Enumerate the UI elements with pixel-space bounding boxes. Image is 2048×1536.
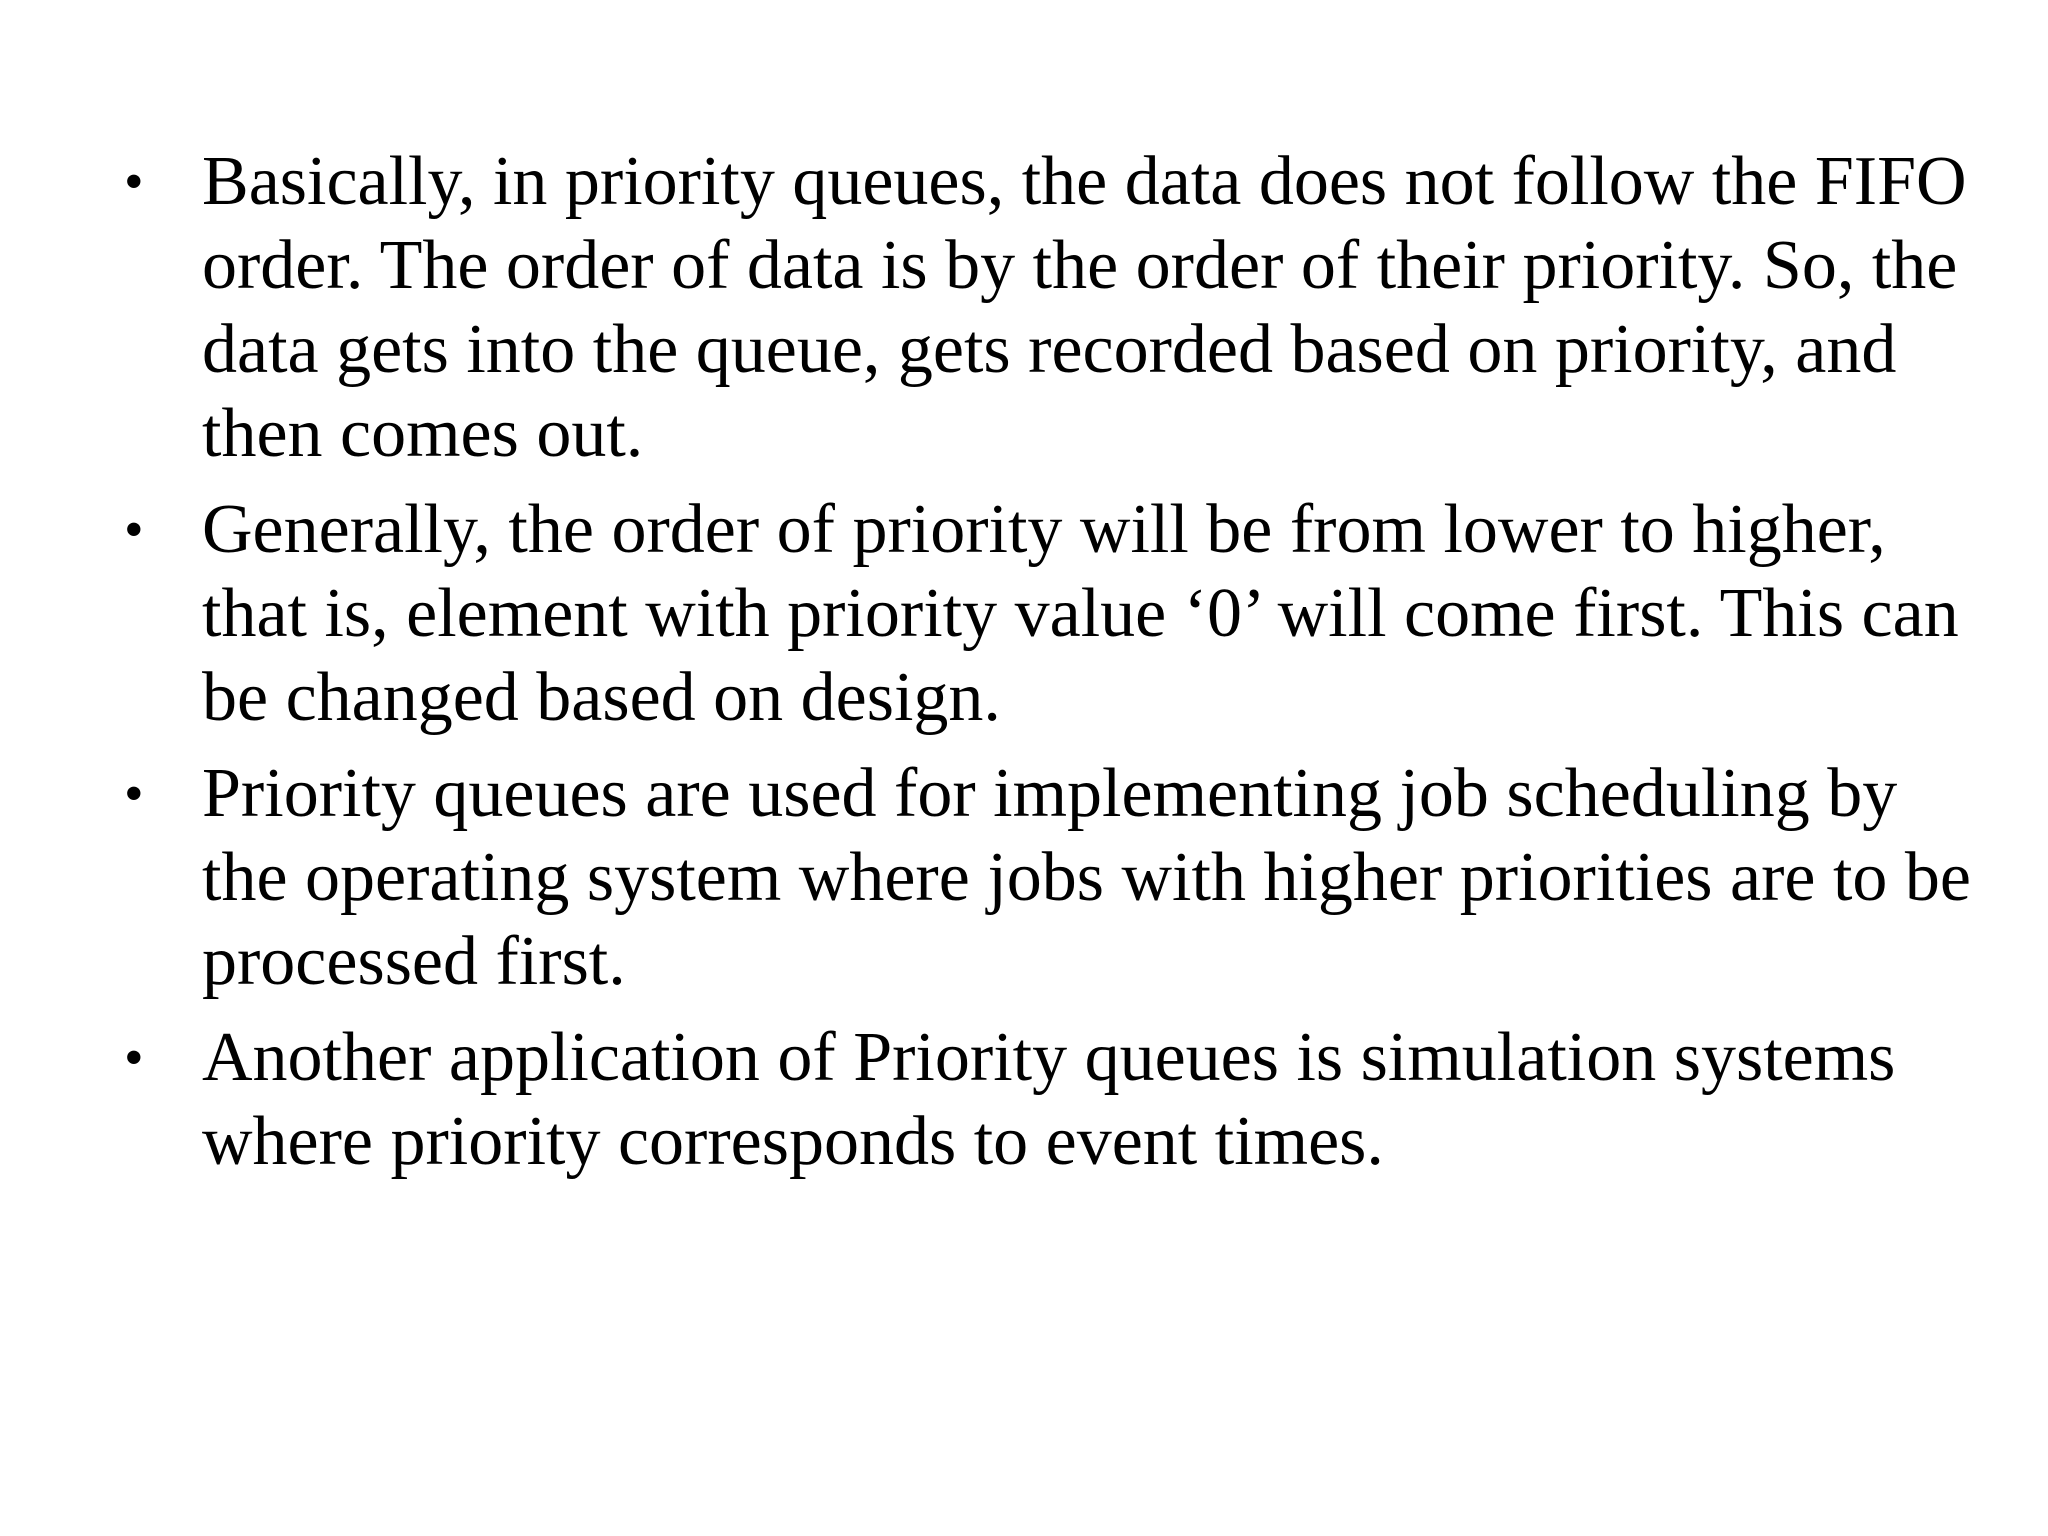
bullet-item: [118, 1016, 1978, 1184]
bullet-list: [118, 140, 1978, 1196]
bullet-icon: •: [124, 151, 144, 213]
bullet-icon: •: [124, 499, 144, 561]
bullet-text: Generally, the order of priority will be from lower to higher, that is, element with priority value ‘0’ will come first. This can be changed based on design.: [202, 491, 1959, 736]
bullet-text: Basically, in priority queues, the data does not follow the FIFO order. The order of data is by the order of their priority. So, the data gets into the queue, gets recorded based on priority, and then comes out.: [202, 143, 1967, 472]
bullet-icon: •: [124, 763, 144, 825]
bullet-text: Another application of Priority queues is simulation systems where priority corresponds to event times.: [202, 1019, 1896, 1180]
bullet-item: [118, 140, 1978, 476]
bullet-item: [118, 488, 1978, 740]
bullet-text: Priority queues are used for implementing job scheduling by the operating system where jobs with higher priorities are to be processed first.: [202, 755, 1971, 1000]
bullet-item: [118, 752, 1978, 1004]
bullet-icon: •: [124, 1027, 144, 1089]
